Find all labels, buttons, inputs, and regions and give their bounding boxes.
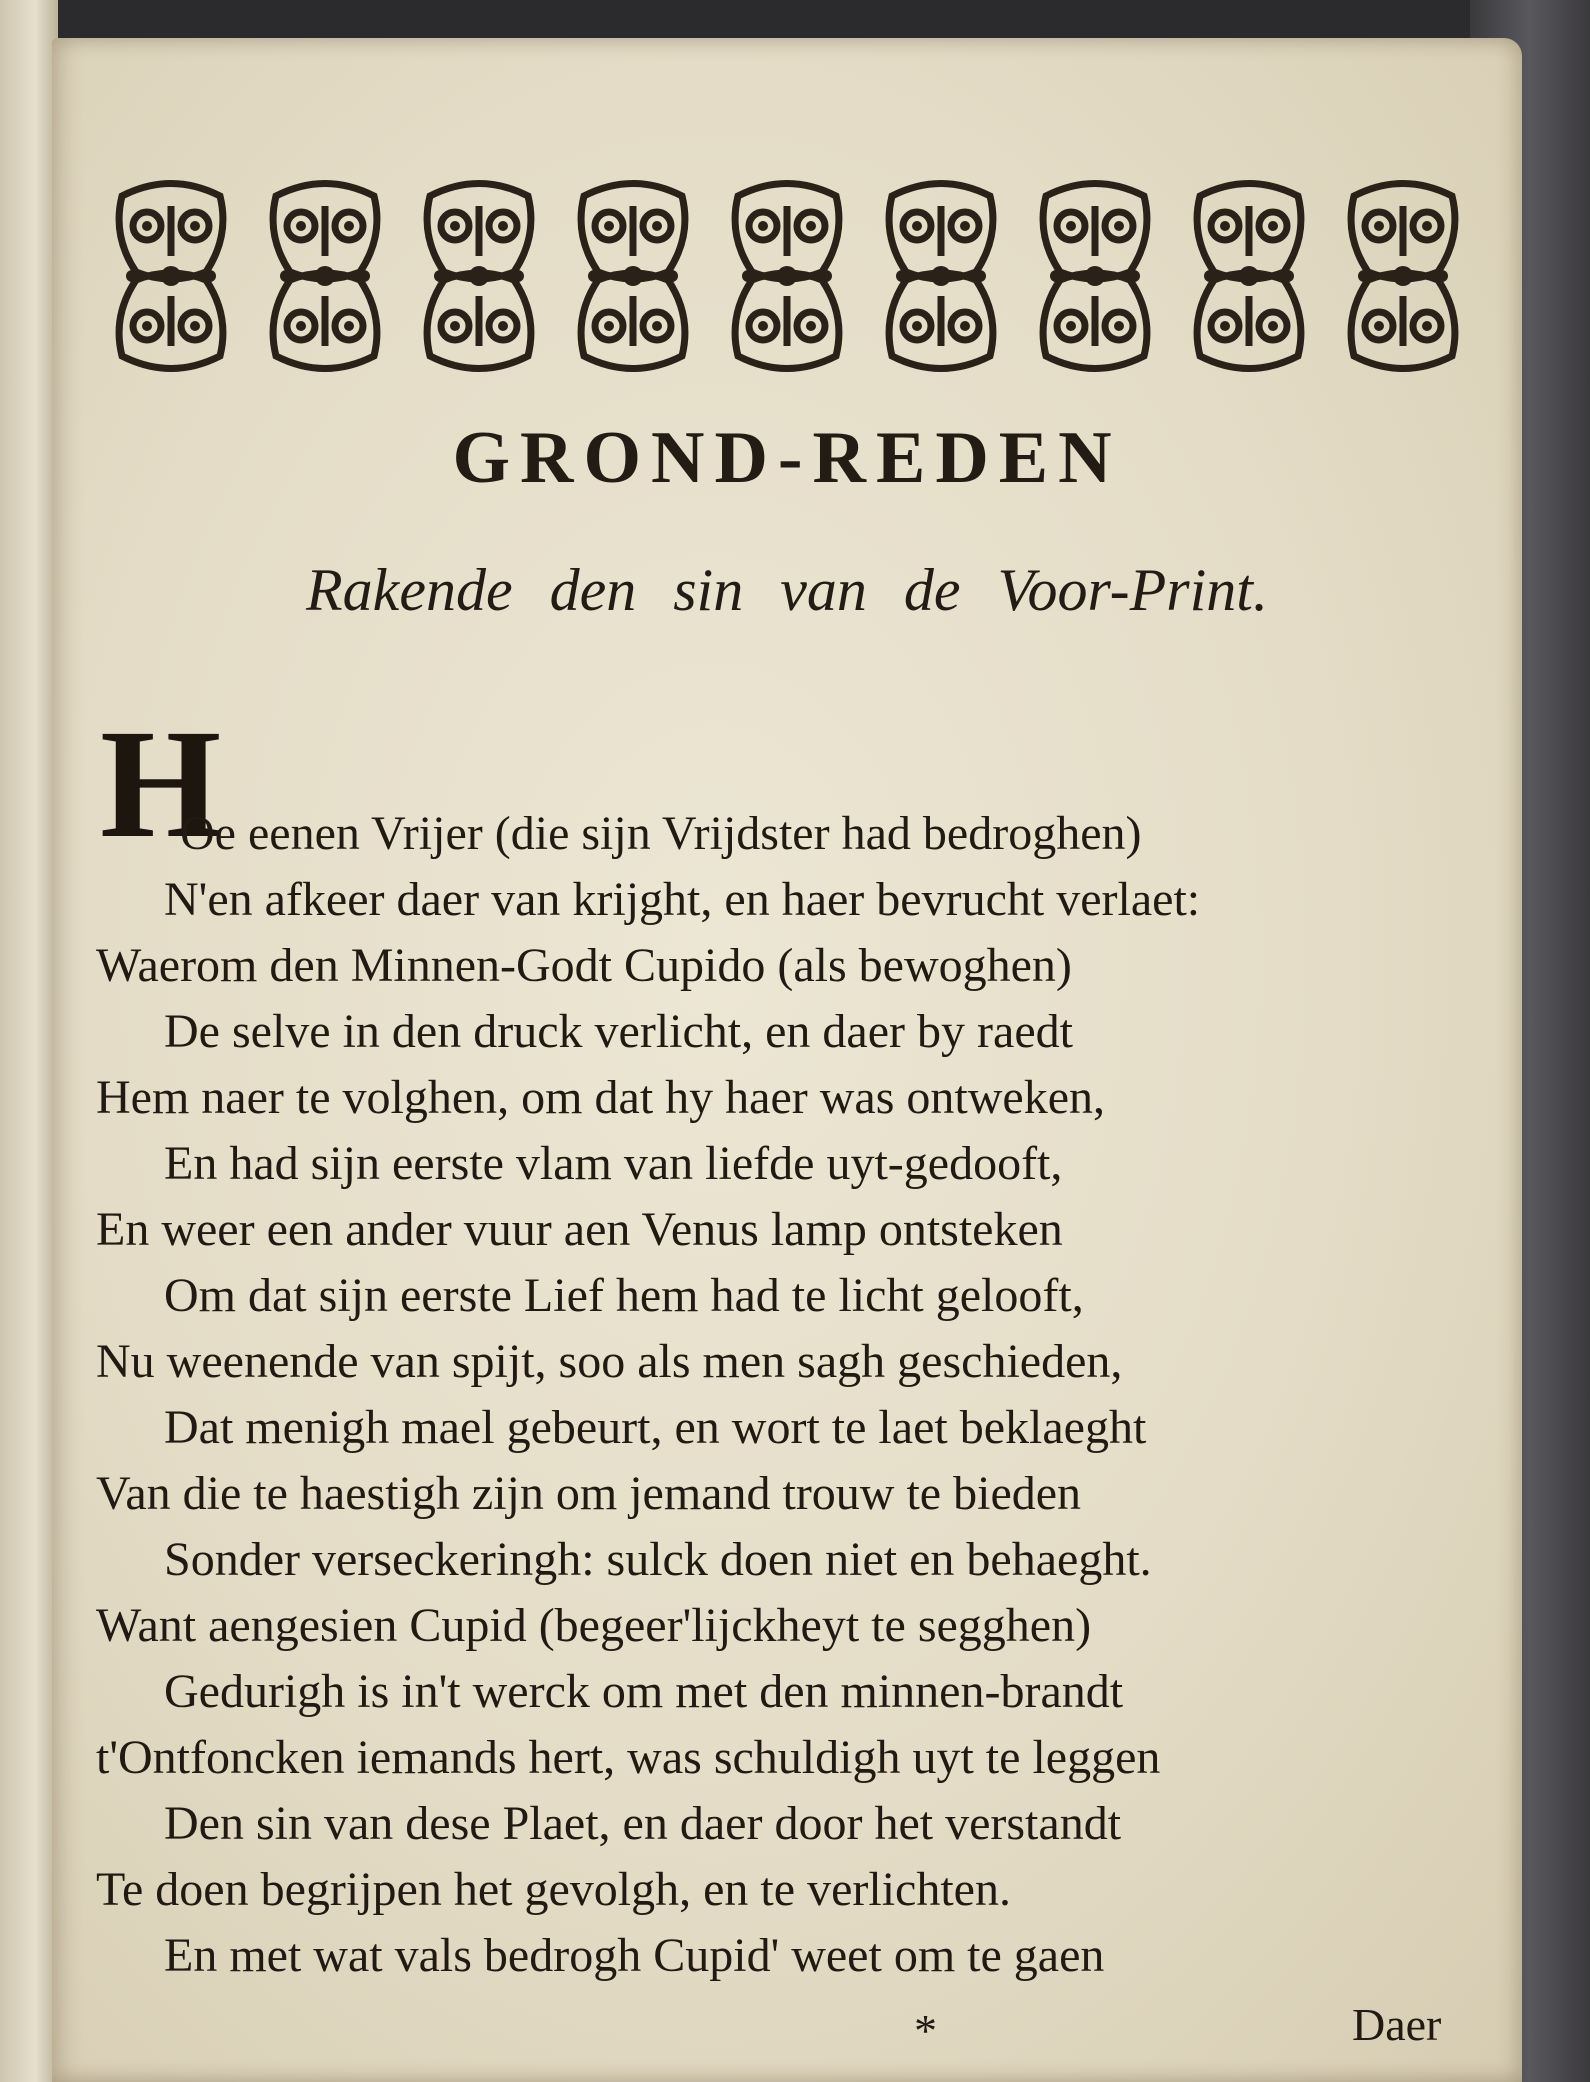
fleuron-icon [256, 176, 394, 376]
poem-line: Te doen begrijpen het gevolgh, en te verlichten. [96, 1863, 1011, 1916]
catchword: Daer [1352, 1999, 1442, 2050]
fleuron-icon [102, 176, 240, 376]
poem-line: Waerom den Minnen-Godt Cupido (als bewoghen) [96, 939, 1072, 992]
poem-line: Gedurigh is in't werck om met den minnen-brandt [164, 1665, 1124, 1718]
page-heading: GROND-REDEN [452, 417, 1122, 499]
facing-page-edge [0, 0, 58, 2082]
poem-line: Oe eenen Vrijer (die sijn Vrijdster had bedroghen) [180, 807, 1142, 860]
poem-line: t'Ontfoncken iemands hert, was schuldigh uyt te leggen [96, 1731, 1161, 1784]
poem-line: Om dat sijn eerste Lief hem had te licht gelooft, [164, 1269, 1084, 1322]
fleuron-icon [1180, 176, 1318, 376]
poem-line: Nu weenende van spijt, soo als men sagh geschieden, [96, 1335, 1123, 1388]
drop-cap: H [100, 697, 222, 870]
fleuron-border-icon [102, 166, 1472, 386]
fleuron-icon [410, 176, 548, 376]
poem-line: De selve in den druck verlicht, en daer by raedt [164, 1005, 1073, 1058]
fleuron-icon [1334, 176, 1472, 376]
poem-line: Den sin van dese Plaet, en daer door het verstandt [164, 1797, 1122, 1850]
page-subheading: Rakende den sin van de Voor-Print. [306, 557, 1268, 623]
poem-line: Sonder verseckeringh: sulck doen niet en behaeght. [164, 1533, 1152, 1586]
fleuron-icon [1026, 176, 1164, 376]
fleuron-icon [718, 176, 856, 376]
signature-mark: * [914, 2005, 937, 2056]
book-page [52, 38, 1522, 2082]
poem-line: N'en afkeer daer van krijght, en haer bevrucht verlaet: [164, 873, 1201, 926]
poem-line: Dat menigh mael gebeurt, en wort te laet beklaeght [164, 1401, 1147, 1454]
poem-line: En met wat vals bedrogh Cupid' weet om te gaen [164, 1929, 1105, 1982]
fleuron-icon [564, 176, 702, 376]
poem-line: Want aengesien Cupid (begeer'lijckheyt te segghen) [96, 1599, 1092, 1652]
poem-line: En weer een ander vuur aen Venus lamp ontsteken [96, 1203, 1063, 1256]
poem-line: Van die te haestigh zijn om jemand trouw te bieden [96, 1467, 1082, 1520]
poem-line: Hem naer te volghen, om dat hy haer was ontweken, [96, 1071, 1106, 1124]
poem-line: En had sijn eerste vlam van liefde uyt-gedooft, [164, 1137, 1063, 1190]
fleuron-icon [872, 176, 1010, 376]
